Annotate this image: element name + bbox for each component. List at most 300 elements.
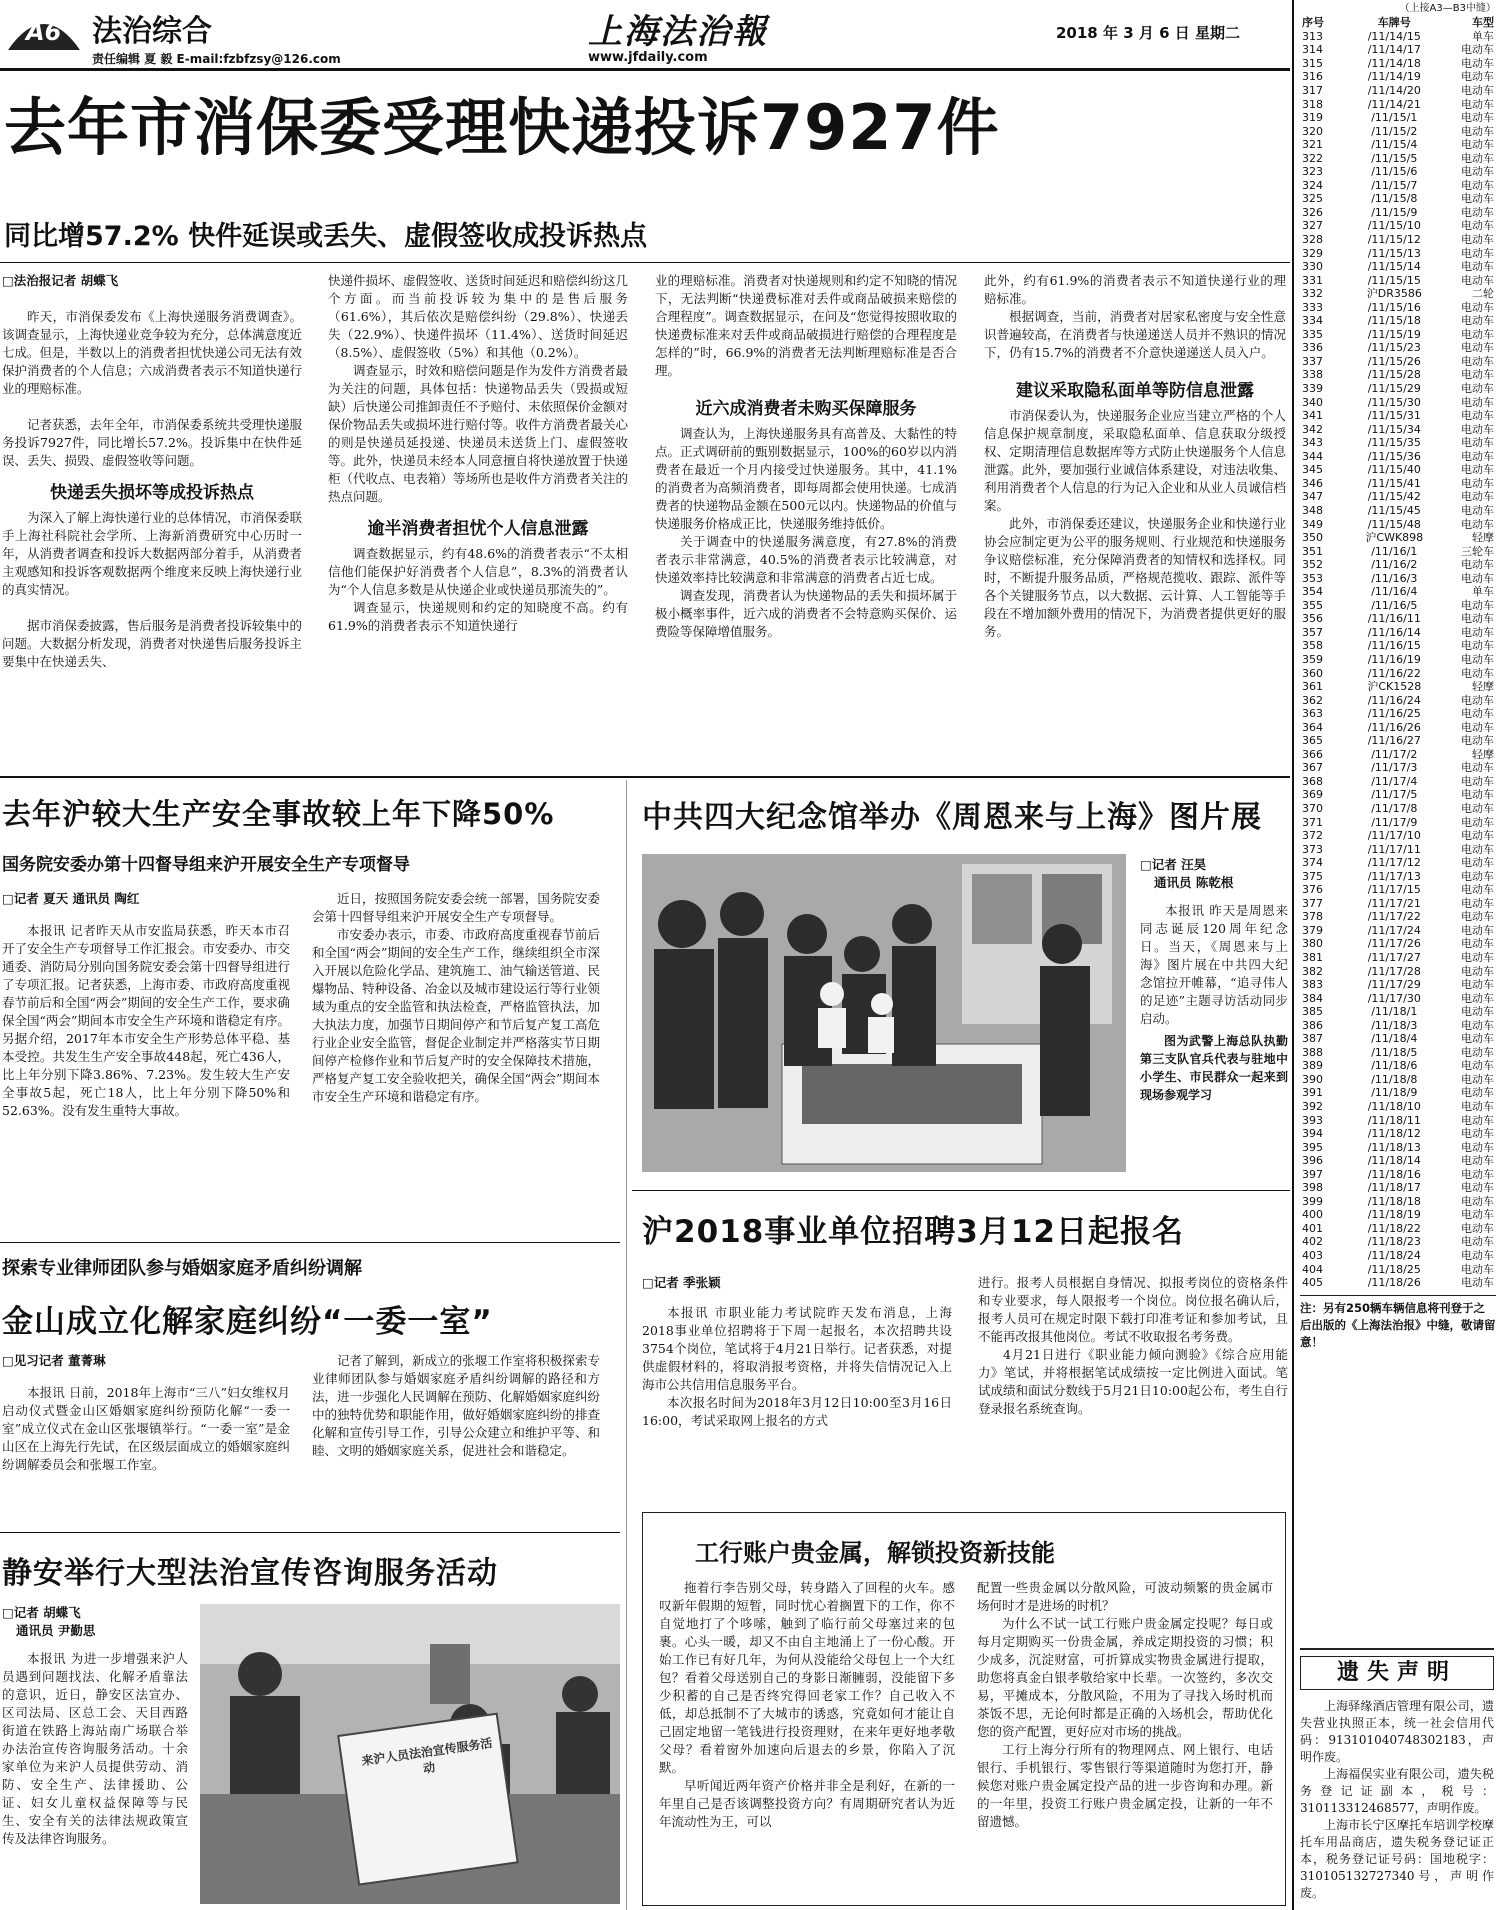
vehicle-type: 电动车: [1461, 937, 1494, 951]
row-number: 330: [1302, 260, 1323, 274]
table-row: [1300, 450, 1496, 464]
section-rule: [0, 776, 1290, 778]
row-number: 344: [1302, 449, 1323, 463]
vehicle-type: 电动车: [1461, 1181, 1494, 1195]
jingan-byline-2: 通讯员 尹勤思: [16, 1623, 96, 1638]
vehicle-type: 电动车: [1461, 1140, 1494, 1154]
plate-number: /11/17/22: [1367, 910, 1421, 924]
vehicle-type: 电动车: [1461, 178, 1494, 192]
table-row: [1300, 558, 1496, 572]
paragraph: 本报讯 昨天是周恩来同志诞辰120周年纪念日。当天，《周恩来与上海》图片展在中共四大纪念馆拉开帷幕，“追寻伟人的足迹”主题寻访活动同步启动。: [1140, 903, 1288, 1026]
row-number: 317: [1302, 84, 1323, 97]
paragraph: 记者获悉，去年全年，市消保委系统共受理快递服务投诉7927件，同比增长57.2%。投诉集中在快件延误、丢失、损毁、虚假签收等问题。: [2, 417, 303, 468]
lead-column-4: [984, 272, 1286, 641]
vehicle-type: 电动车: [1461, 639, 1494, 653]
table-row: [1300, 978, 1496, 992]
plate-number: /11/17/15: [1367, 883, 1421, 897]
vehicle-type: 电动车: [1461, 463, 1494, 477]
row-number: 327: [1302, 219, 1323, 233]
table-row: [1300, 477, 1496, 491]
ad-column-2: [977, 1579, 1273, 1831]
lead-rule: [0, 262, 1290, 263]
row-number: 334: [1302, 314, 1323, 328]
table-row: [1300, 124, 1496, 138]
vehicle-type: 电动车: [1461, 707, 1494, 721]
table-row: [1300, 382, 1496, 396]
page-number: A6: [26, 18, 62, 46]
table-row: [1300, 287, 1496, 301]
recruit-byline: □记者 季张颖: [642, 1275, 721, 1290]
plate-number: /11/16/22: [1367, 666, 1421, 680]
plate-number: /11/17/3: [1371, 761, 1418, 775]
vehicle-type: 三轮车: [1461, 544, 1494, 558]
vehicle-type: 电动车: [1461, 124, 1494, 138]
row-number: 393: [1302, 1113, 1323, 1127]
plate-number: /11/15/35: [1367, 436, 1421, 450]
row-number: 314: [1302, 43, 1323, 57]
lost-notice-title: 遗失声明: [1300, 1656, 1494, 1690]
table-row: [1300, 924, 1496, 938]
vehicle-type: 电动车: [1461, 56, 1494, 70]
table-row: [1300, 436, 1496, 450]
lead-byline: □法治报记者 胡蝶飞: [2, 273, 119, 288]
paragraph: 本报讯 记者昨天从市安监局获悉，昨天本市召开了安全生产专项督导工作汇报会。市安委办、市交通委、消防局分别向国务院安委会第十四督导组进行了专项汇报。记者获悉，上海市委、市政府高度重视春节前后和全国“两会”期间的安全生产工作，要求确保全国“两会”期间本市安全生产环境和谐稳定有序。另据介绍，2017年本市安全生产形势总体平稳、基本受控。共发生生产安全事故448起，死亡436人，比上年分别下降3.86%、7.23%。发生较大生产安全事故5起，死亡18人，比上年分别下降50%和52.63%。没有发生重特大事故。: [2, 923, 290, 1118]
vehicle-type: 电动车: [1461, 761, 1494, 775]
paragraph: 本报讯 日前，2018年上海市“三八”妇女维权月启动仪式暨金山区婚姻家庭纠纷预防化解“一委一室”成立仪式在金山区张堰镇举行。“一委一室”是金山区在上海先行先试，在区级层面成立的婚姻家庭纠纷调解委员会和张堰工作室。: [2, 1385, 290, 1472]
row-number: 401: [1302, 1221, 1323, 1235]
table-row: [1300, 219, 1496, 233]
row-number: 336: [1302, 341, 1323, 355]
table-row: [1300, 815, 1496, 829]
vehicle-type: 电动车: [1461, 842, 1494, 856]
row-number: 318: [1302, 97, 1323, 111]
plate-number: /11/15/34: [1367, 422, 1421, 436]
vehicle-type: 电动车: [1461, 354, 1494, 368]
jingan-headline: 静安举行大型法治宣传咨询服务活动: [2, 1556, 498, 1591]
vehicle-type: 电动车: [1461, 991, 1494, 1005]
vehicle-type: 电动车: [1461, 314, 1494, 328]
vehicle-type: 电动车: [1461, 219, 1494, 233]
table-row: [1300, 30, 1496, 44]
row-number: 395: [1302, 1140, 1323, 1154]
paragraph: 昨天，市消保委发布《上海快递服务消费调查》。该调查显示，上海快递业竞争较为充分，总体满意度近七成。但是，半数以上的消费者担忧快递公司无法有效保护消费者的个人信息；六成消费者表示不知道快递行业的理赔标准。: [2, 309, 303, 396]
vehicle-type: 电动车: [1461, 883, 1494, 897]
row-number: 375: [1302, 869, 1323, 883]
table-row: [1300, 260, 1496, 274]
plate-number: /11/15/14: [1367, 260, 1421, 274]
table-row: [1300, 341, 1496, 355]
plate-number: /11/15/48: [1367, 517, 1421, 531]
plate-number: /11/15/10: [1367, 219, 1421, 233]
column-header: 车牌号: [1377, 16, 1411, 30]
table-row: [1300, 1235, 1496, 1249]
paragraph: 此外，约有61.9%的消费者表示不知道快递行业的理赔标准。: [984, 273, 1286, 306]
plate-number: /11/15/7: [1371, 178, 1418, 192]
plate-number: 沪CWK898: [1365, 531, 1424, 545]
vehicle-type: 电动车: [1461, 625, 1494, 639]
vehicle-type: 电动车: [1461, 84, 1494, 97]
notice-item: 上海市长宁区摩托车培训学校摩托车用品商店，遗失税务登记证正本，税务登记证号码：国地税字：310105132727340号，声明作废。: [1300, 1818, 1494, 1900]
vehicle-type: 电动车: [1461, 964, 1494, 978]
plate-number: /11/17/12: [1367, 856, 1421, 870]
lead-headline: 去年市消保委受理快递投诉7927件: [4, 91, 1000, 164]
plate-number: /11/17/28: [1367, 964, 1421, 978]
table-row: [1300, 409, 1496, 423]
table-row: [1300, 761, 1496, 775]
masthead: [0, 0, 1290, 68]
table-row: [1300, 707, 1496, 721]
vehicle-type: 轻摩: [1472, 747, 1494, 761]
recruit-column-1: [642, 1274, 952, 1430]
row-number: 355: [1302, 598, 1323, 612]
table-row: [1300, 1059, 1496, 1073]
row-number: 335: [1302, 327, 1323, 341]
row-number: 328: [1302, 233, 1323, 247]
table-row: [1300, 111, 1496, 125]
family-headline: 金山成立化解家庭纠纷“一委一室”: [2, 1304, 493, 1340]
row-number: 384: [1302, 991, 1323, 1005]
safety-subheadline: 国务院安委办第十四督导组来沪开展安全生产专项督导: [2, 855, 410, 875]
row-number: 382: [1302, 964, 1323, 978]
vehicle-type: 电动车: [1461, 558, 1494, 572]
plate-number: /11/14/21: [1367, 97, 1421, 111]
table-row: [1300, 1140, 1496, 1154]
table-row: [1300, 991, 1496, 1005]
table-row: [1300, 531, 1496, 545]
vehicle-type: 电动车: [1461, 1221, 1494, 1235]
vehicle-type: 电动车: [1461, 734, 1494, 748]
paragraph: 本报讯 为进一步增强来沪人员遇到问题找法、化解矛盾靠法的意识，近日，静安区法宣办、区司法局、区总工会、天目西路街道在铁路上海站南广场联合举办法治宣传咨询服务活动。十余家单位为来沪人员提供劳动、消防、安全生产、法律援助、公证、妇女儿童权益保障等与民生、安全有关的法律法规政策宣传及法律咨询服务。: [2, 1651, 188, 1846]
table-row: [1300, 1276, 1496, 1290]
vehicle-type: 电动车: [1461, 246, 1494, 260]
plate-number: /11/16/1: [1371, 544, 1418, 558]
row-number: 340: [1302, 395, 1323, 409]
paragraph: 根据调查，当前，消费者对居家私密度与安全性意识普遍较高，在消费者与快递递送人员并不熟识的情况下，仍有15.7%的消费者不介意快递递送人员入户。: [984, 309, 1286, 360]
plate-number: /11/18/23: [1367, 1235, 1421, 1249]
vehicle-type: 电动车: [1461, 476, 1494, 490]
lead-column-3: [655, 272, 957, 641]
table-row: [1300, 328, 1496, 342]
exhibit-photo: [642, 854, 1126, 1172]
vehicle-type: 电动车: [1461, 1235, 1494, 1249]
vehicle-type: 轻摩: [1472, 531, 1494, 545]
table-row: [1300, 43, 1496, 57]
paragraph: 本次报名时间为2018年3月12日10:00至3月16日16:00，考试采取网上报名的方式: [642, 1395, 952, 1428]
table-row: [1300, 84, 1496, 98]
table-row: [1300, 70, 1496, 84]
vehicle-type: 电动车: [1461, 409, 1494, 423]
row-number: 322: [1302, 151, 1323, 165]
exhibit-headline: 中共四大纪念馆举办《周恩来与上海》图片展: [642, 800, 1262, 835]
column-header: 序号: [1302, 16, 1324, 30]
table-row: [1300, 151, 1496, 165]
table-row: [1300, 788, 1496, 802]
row-number: 404: [1302, 1262, 1323, 1276]
paragraph: 早听闻近两年资产价格并非全是利好，在新的一年里自己是否该调整投资方向？有周期研究者认为近年流动性为王，可以: [659, 1778, 955, 1829]
plate-number: 沪CK1528: [1367, 680, 1422, 694]
exhibit-byline-2: 通讯员 陈乾根: [1154, 875, 1234, 890]
table-row: [1300, 964, 1496, 978]
safety-column-1: [2, 890, 290, 1120]
lead-subhead-3: 近六成消费者未购买保障服务: [695, 399, 917, 419]
plate-number: /11/17/4: [1371, 774, 1418, 788]
column-header: 车型: [1472, 16, 1494, 30]
row-number: 376: [1302, 883, 1323, 897]
vehicle-list: [1300, 2, 1496, 1351]
row-number: 379: [1302, 923, 1323, 937]
masthead-rule: [0, 68, 1290, 71]
row-number: 315: [1302, 56, 1323, 70]
lead-subheadline: 同比增57.2% 快件延误或丢失、虚假签收成投诉热点: [4, 221, 648, 252]
vehicle-type: 电动车: [1461, 70, 1494, 84]
plate-number: /11/18/25: [1367, 1262, 1421, 1276]
exhibit-byline-1: □记者 汪昊: [1140, 857, 1207, 872]
plate-number: /11/17/13: [1367, 869, 1421, 883]
paragraph: 快递件损坏、虚假签收、送货时间延迟和赔偿纠纷这几个方面。而当前投诉较为集中的是售后服务（61.6%），其后依次是赔偿纠纷（29.8%）、快递丢失（22.9%）、快递件损坏（11.4%）、送货时间延迟（8.5%）、虚假签收（5%）和其他（0.2%）。: [328, 273, 629, 360]
table-header-row: [1300, 16, 1496, 30]
table-row: [1300, 1018, 1496, 1032]
vehicle-type: 电动车: [1461, 43, 1494, 57]
icbc-ad-box: [642, 1512, 1286, 1906]
table-row: [1300, 355, 1496, 369]
vehicle-type: 单车: [1472, 29, 1494, 43]
paragraph: 本报讯 市职业能力考试院昨天发布消息，上海2018事业单位招聘将于下周一起报名，本次招聘共设3754个岗位，笔试将于4月21日举行。记者获悉，对提供虚假材料的，将取消报考资格，并将失信情况记入上海市公共信用信息服务平台。: [642, 1305, 952, 1392]
table-row: [1300, 897, 1496, 911]
plate-number: /11/16/25: [1367, 707, 1421, 721]
vehicle-type: 电动车: [1461, 815, 1494, 829]
table-row: [1300, 612, 1496, 626]
plate-number: /11/18/3: [1371, 1018, 1418, 1032]
vehicle-type: 电动车: [1461, 1072, 1494, 1086]
editor-line: 责任编辑 夏 毅 E-mail:fzbfzsy@126.com: [92, 52, 341, 66]
table-row: [1300, 734, 1496, 748]
plate-number: /11/18/26: [1367, 1276, 1421, 1290]
row-number: 321: [1302, 138, 1323, 152]
vehicle-type: 电动车: [1461, 382, 1494, 396]
paragraph: 调查发现，消费者认为快递物品的丢失和损坏属于极小概率事件，近六成的消费者不会特意购买保价、运费险等保障增值服务。: [655, 588, 957, 639]
safety-byline: □记者 夏天 通讯员 陶红: [2, 891, 140, 906]
plate-number: /11/16/26: [1367, 720, 1421, 734]
ad-column-1: [659, 1579, 955, 1831]
row-number: 385: [1302, 1005, 1323, 1019]
vehicle-type: 单车: [1472, 585, 1494, 599]
row-number: 342: [1302, 422, 1323, 436]
row-number: 341: [1302, 409, 1323, 423]
table-row: [1300, 233, 1496, 247]
paragraph: 近日，按照国务院安委会统一部署，国务院安委会第十四督导组来沪开展安全生产专项督导。: [312, 891, 600, 924]
issue-date: 2018 年 3 月 6 日 星期二: [1056, 24, 1240, 42]
plate-number: /11/18/24: [1367, 1249, 1421, 1263]
lead-column-2: [328, 272, 628, 635]
plate-number: /11/18/11: [1367, 1113, 1421, 1127]
vehicle-type: 电动车: [1461, 1005, 1494, 1019]
plate-number: /11/18/1: [1371, 1005, 1418, 1019]
table-row: [1300, 910, 1496, 924]
table-row: [1300, 1249, 1496, 1263]
paragraph: 进行。报考人员根据自身情况、拟报考岗位的资格条件和专业要求，每人限报考一个岗位。岗位报名确认后，报考人员可在规定时限下载打印准考证和参加考试，且不能再改报其他岗位。考试不收取报名考务费。: [978, 1275, 1288, 1344]
table-row: [1300, 653, 1496, 667]
vehicle-type: 电动车: [1461, 923, 1494, 937]
table-row: [1300, 1195, 1496, 1209]
vehicle-type: 电动车: [1461, 896, 1494, 910]
plate-number: /11/18/18: [1367, 1194, 1421, 1208]
table-row: [1300, 571, 1496, 585]
row-number: 346: [1302, 476, 1323, 490]
table-row: [1300, 802, 1496, 816]
plate-number: /11/17/27: [1367, 951, 1421, 964]
row-number: 326: [1302, 205, 1323, 219]
vehicle-type: 电动车: [1461, 395, 1494, 409]
plate-number: /11/17/21: [1367, 896, 1421, 910]
table-row: [1300, 720, 1496, 734]
row-number: 367: [1302, 761, 1323, 775]
vehicle-type: 电动车: [1461, 436, 1494, 450]
vehicle-type: 电动车: [1461, 260, 1494, 274]
plate-number: /11/16/27: [1367, 734, 1421, 748]
vehicle-type: 电动车: [1461, 490, 1494, 504]
row-number: 396: [1302, 1154, 1323, 1168]
plate-number: /11/15/29: [1367, 382, 1421, 396]
jingan-sign-text: 来沪人员法治宣传服务活动: [360, 1735, 494, 1776]
plate-number: /11/15/8: [1371, 192, 1418, 206]
plate-number: /11/15/28: [1367, 368, 1421, 382]
vehicle-type: 电动车: [1461, 1032, 1494, 1046]
vehicle-type: 电动车: [1461, 652, 1494, 666]
row-number: 325: [1302, 192, 1323, 206]
plate-number: /11/16/15: [1367, 639, 1421, 653]
vehicle-type: 电动车: [1461, 1059, 1494, 1073]
vehicle-type: 电动车: [1461, 517, 1494, 531]
table-row: [1300, 1181, 1496, 1195]
plate-number: /11/14/15: [1367, 29, 1421, 43]
jingan-byline-1: □记者 胡蝶飞: [2, 1605, 81, 1620]
plate-number: 沪DR3586: [1366, 287, 1422, 301]
paragraph: 调查显示，快递规则和约定的知晓度不高。约有61.9%的消费者表示不知道快递行: [328, 600, 628, 633]
row-number: 337: [1302, 354, 1323, 368]
table-row: [1300, 1005, 1496, 1019]
vehicle-type: 电动车: [1461, 910, 1494, 924]
row-number: 378: [1302, 910, 1323, 924]
table-row: [1300, 57, 1496, 71]
sidebar-footnote: 注：另有250辆车辆信息将刊登于之后出版的《上海法治报》中缝，敬请留意！: [1300, 1295, 1496, 1351]
plate-number: /11/16/4: [1371, 585, 1418, 599]
website: www.jfdaily.com: [588, 50, 708, 65]
vehicle-type: 电动车: [1461, 151, 1494, 165]
recruit-headline: 沪2018事业单位招聘3月12日起报名: [642, 1214, 1184, 1250]
family-kicker: 探索专业律师团队参与婚姻家庭矛盾纠纷调解: [2, 1258, 362, 1279]
table-row: [1300, 206, 1496, 220]
safety-headline: 去年沪较大生产安全事故较上年下降50%: [2, 797, 555, 831]
row-number: 387: [1302, 1032, 1323, 1046]
vehicle-type: 电动车: [1461, 111, 1494, 125]
row-number: 351: [1302, 544, 1323, 558]
row-number: 380: [1302, 937, 1323, 951]
paragraph: 配置一些贵金属以分散风险，可波动频繁的贵金属市场何时才是进场的时机？: [977, 1580, 1273, 1613]
row-number: 373: [1302, 842, 1323, 856]
row-number: 366: [1302, 747, 1323, 761]
paragraph: 市安委办表示，市委、市政府高度重视春节前后和全国“两会”期间的安全生产工作，继续组织全市深入开展以危险化学品、建筑施工、油气输送管道、民爆物品、特种设备、冶金以及城市建设运行等行业领域为重点的安全监管和执法检查，严格监管执法，加大执法力度，加强节日期间停产和节后复产复工高危行业企业安全监管，督促企业制定并严格落实节日期间停产检修作业和节后复产时的安全保障技术措施，严格复产复工安全验收把关，确保全国“两会”期间本市安全生产环境和谐稳定有序。: [312, 927, 600, 1104]
row-number: 369: [1302, 788, 1323, 802]
row-number: 359: [1302, 652, 1323, 666]
plate-number: /11/18/14: [1367, 1154, 1421, 1168]
plate-number: /11/17/9: [1371, 815, 1418, 829]
plate-number: /11/17/29: [1367, 978, 1421, 992]
row-number: 383: [1302, 978, 1323, 992]
table-row: [1300, 869, 1496, 883]
row-number: 347: [1302, 490, 1323, 504]
vehicle-type: 电动车: [1461, 165, 1494, 179]
row-number: 331: [1302, 273, 1323, 287]
paragraph: 调查数据显示，约有48.6%的消费者表示“不太相信他们能保护好消费者个人信息”，8.3%的消费者认为“个人信息多数是从快递企业或快递员那流失的”。: [328, 546, 628, 597]
table-row: [1300, 490, 1496, 504]
table-row: [1300, 192, 1496, 206]
row-number: 399: [1302, 1194, 1323, 1208]
row-number: 316: [1302, 70, 1323, 84]
lead-subhead-2: 逾半消费者担忧个人信息泄露: [367, 519, 589, 539]
table-row: [1300, 422, 1496, 436]
safety-column-2: [312, 890, 600, 1106]
plate-number: /11/15/6: [1371, 165, 1418, 179]
vehicle-type: 电动车: [1461, 801, 1494, 815]
plate-number: /11/15/31: [1367, 409, 1421, 423]
vehicle-type: 电动车: [1461, 666, 1494, 680]
plate-number: /11/18/13: [1367, 1140, 1421, 1154]
vehicle-type: 电动车: [1461, 138, 1494, 152]
row-number: 388: [1302, 1045, 1323, 1059]
vehicle-type: 电动车: [1461, 774, 1494, 788]
plate-number: /11/16/5: [1371, 598, 1418, 612]
row-number: 352: [1302, 558, 1323, 572]
vehicle-type: 电动车: [1461, 503, 1494, 517]
plate-number: /11/14/20: [1367, 84, 1421, 97]
plate-number: /11/15/16: [1367, 300, 1421, 314]
paragraph: 关于调查中的快递服务满意度，有27.8%的消费者表示非常满意，40.5%的消费者表示比较满意，对快递效率持比较满意和非常满意的消费者占近七成。: [655, 534, 957, 585]
row-number: 358: [1302, 639, 1323, 653]
plate-number: /11/17/10: [1367, 829, 1421, 843]
row-number: 339: [1302, 382, 1323, 396]
vehicle-type: 电动车: [1461, 233, 1494, 247]
vehicle-type: 电动车: [1461, 449, 1494, 463]
row-number: 349: [1302, 517, 1323, 531]
plate-number: /11/16/2: [1371, 558, 1418, 572]
row-number: 338: [1302, 368, 1323, 382]
row-number: 377: [1302, 896, 1323, 910]
vehicle-type: 电动车: [1461, 598, 1494, 612]
plate-number: /11/15/5: [1371, 151, 1418, 165]
vehicle-type: 电动车: [1461, 1167, 1494, 1181]
plate-number: /11/15/13: [1367, 246, 1421, 260]
vehicle-type: 电动车: [1461, 327, 1494, 341]
notice-item: 上海福俣实业有限公司，遗失税务登记证副本，税号：310113312468577，声明作废。: [1300, 1767, 1494, 1815]
row-number: 356: [1302, 612, 1323, 626]
vehicle-type: 电动车: [1461, 1127, 1494, 1141]
table-row: [1300, 368, 1496, 382]
table-row: [1300, 585, 1496, 599]
plate-number: /11/18/22: [1367, 1221, 1421, 1235]
plate-number: /11/15/36: [1367, 449, 1421, 463]
vehicle-type: 电动车: [1461, 1086, 1494, 1100]
table-row: [1300, 314, 1496, 328]
row-number: 354: [1302, 585, 1323, 599]
plate-number: /11/15/26: [1367, 354, 1421, 368]
row-number: 398: [1302, 1181, 1323, 1195]
lead-subhead-1: 快递丢失损坏等成投诉热点: [50, 483, 254, 503]
family-column-1: [2, 1352, 290, 1474]
plate-number: /11/16/19: [1367, 652, 1421, 666]
column-divider: [626, 780, 627, 1910]
table-row: [1300, 693, 1496, 707]
plate-number: /11/17/24: [1367, 923, 1421, 937]
